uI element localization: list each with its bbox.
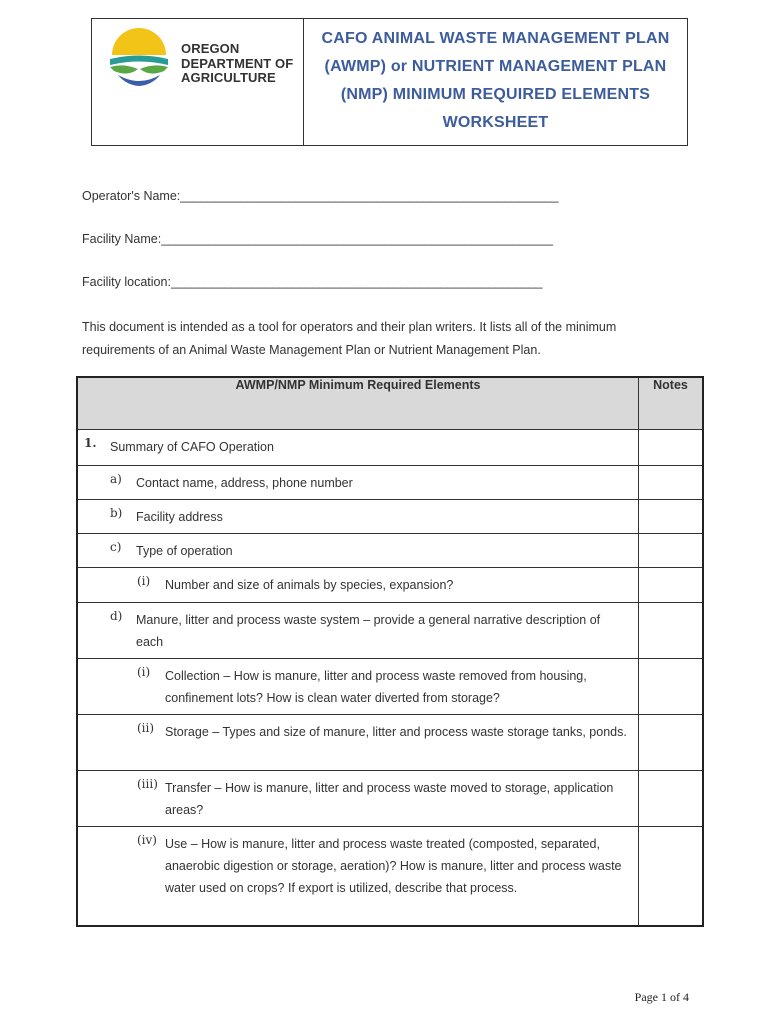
item-text: Summary of CAFO Operation (110, 440, 274, 454)
operator-name-blank[interactable]: ________________________________________________________ (180, 189, 559, 203)
elements-column-header: AWMP/NMP Minimum Required Elements (77, 377, 639, 430)
notes-cell[interactable] (639, 659, 704, 715)
element-cell (77, 659, 639, 715)
item-text: Storage – Types and size of manure, litter and process waste storage tanks, ponds. (165, 725, 627, 739)
table-row (77, 500, 703, 534)
facility-name-field[interactable] (82, 232, 553, 246)
item-number: 1. (84, 436, 97, 450)
item-text: Number and size of animals by species, expansion? (165, 578, 454, 592)
header-box (91, 18, 688, 146)
oda-logo-icon (108, 25, 170, 87)
table-row (77, 466, 703, 500)
notes-cell[interactable] (639, 466, 704, 500)
table-row (77, 603, 703, 659)
operator-name-field[interactable] (82, 189, 558, 203)
element-cell (77, 568, 639, 603)
table-row (77, 659, 703, 715)
logo-line-3: AGRICULTURE (181, 70, 276, 85)
title-line-1: CAFO ANIMAL WASTE MANAGEMENT PLAN (321, 30, 670, 47)
item-text: Contact name, address, phone number (136, 476, 353, 490)
facility-location-blank[interactable]: _______________________________________________________ (170, 275, 543, 289)
element-cell (77, 500, 639, 534)
item-text: Manure, litter and process waste system – provide a general narrative description of each (136, 613, 601, 649)
item-number: (iv) (137, 833, 157, 847)
element-cell (77, 430, 639, 466)
item-text: Use – How is manure, litter and process waste treated (composted, separated, anaerobic digestion or storage, aeration)? How is manure, litter and process waste water used on crops? If export is utilized, describe that process. (165, 837, 622, 895)
operator-name-label: Operator's Name: (82, 189, 181, 203)
table-row (77, 568, 703, 603)
logo-line-1: OREGON (181, 41, 240, 56)
item-text: Transfer – How is manure, litter and process waste moved to storage, application areas? (165, 781, 614, 817)
item-text: Facility address (136, 510, 223, 524)
notes-cell[interactable] (639, 568, 704, 603)
item-number: (iii) (137, 777, 158, 791)
facility-location-field[interactable] (82, 275, 542, 289)
element-cell (77, 534, 639, 568)
item-number: (i) (137, 665, 151, 679)
title-line-4: WORKSHEET (442, 114, 549, 131)
table-row (77, 715, 703, 771)
table-header-row (77, 377, 703, 430)
item-number: d) (110, 609, 123, 623)
item-number: c) (110, 540, 122, 554)
item-number: (i) (137, 574, 151, 588)
notes-cell[interactable] (639, 534, 704, 568)
facility-name-label: Facility Name: (82, 232, 162, 246)
table-row (77, 827, 703, 926)
facility-name-blank[interactable]: __________________________________________________________ (161, 232, 553, 246)
title-line-2: (AWMP) or NUTRIENT MANAGEMENT PLAN (324, 58, 667, 75)
intro-line-2: requirements of an Animal Waste Management Plan or Nutrient Management Plan. (82, 342, 541, 357)
element-cell (77, 603, 639, 659)
intro-paragraph (82, 316, 682, 361)
requirements-table (76, 376, 704, 927)
logo-cell (92, 19, 304, 145)
table-row (77, 430, 703, 466)
notes-cell[interactable] (639, 430, 704, 466)
notes-cell[interactable] (639, 715, 704, 771)
logo-line-2: DEPARTMENT OF (181, 55, 294, 71)
table-row (77, 534, 703, 568)
logo-wordmark (181, 42, 293, 86)
title-cell (304, 19, 687, 145)
notes-cell[interactable] (639, 603, 704, 659)
item-text: Type of operation (136, 544, 233, 558)
element-cell (77, 715, 639, 771)
notes-cell[interactable] (639, 827, 704, 926)
intro-line-1: This document is intended as a tool for operators and their plan writers. It lists all of the minimum (82, 320, 617, 334)
page-number: Page 1 of 4 (634, 990, 689, 1004)
title-line-3: (NMP) MINIMUM REQUIRED ELEMENTS (340, 86, 651, 103)
item-number: b) (110, 506, 123, 520)
element-cell (77, 466, 639, 500)
item-number: a) (110, 472, 122, 486)
item-number: (ii) (137, 721, 155, 735)
item-text: Collection – How is manure, litter and process waste removed from housing, confinement lots? How is clean water diverted from storage? (165, 669, 587, 705)
facility-location-label: Facility location: (82, 275, 171, 289)
notes-cell[interactable] (639, 771, 704, 827)
notes-column-header: Notes (639, 377, 704, 430)
element-cell (77, 827, 639, 926)
table-row (77, 771, 703, 827)
notes-cell[interactable] (639, 500, 704, 534)
element-cell (77, 771, 639, 827)
